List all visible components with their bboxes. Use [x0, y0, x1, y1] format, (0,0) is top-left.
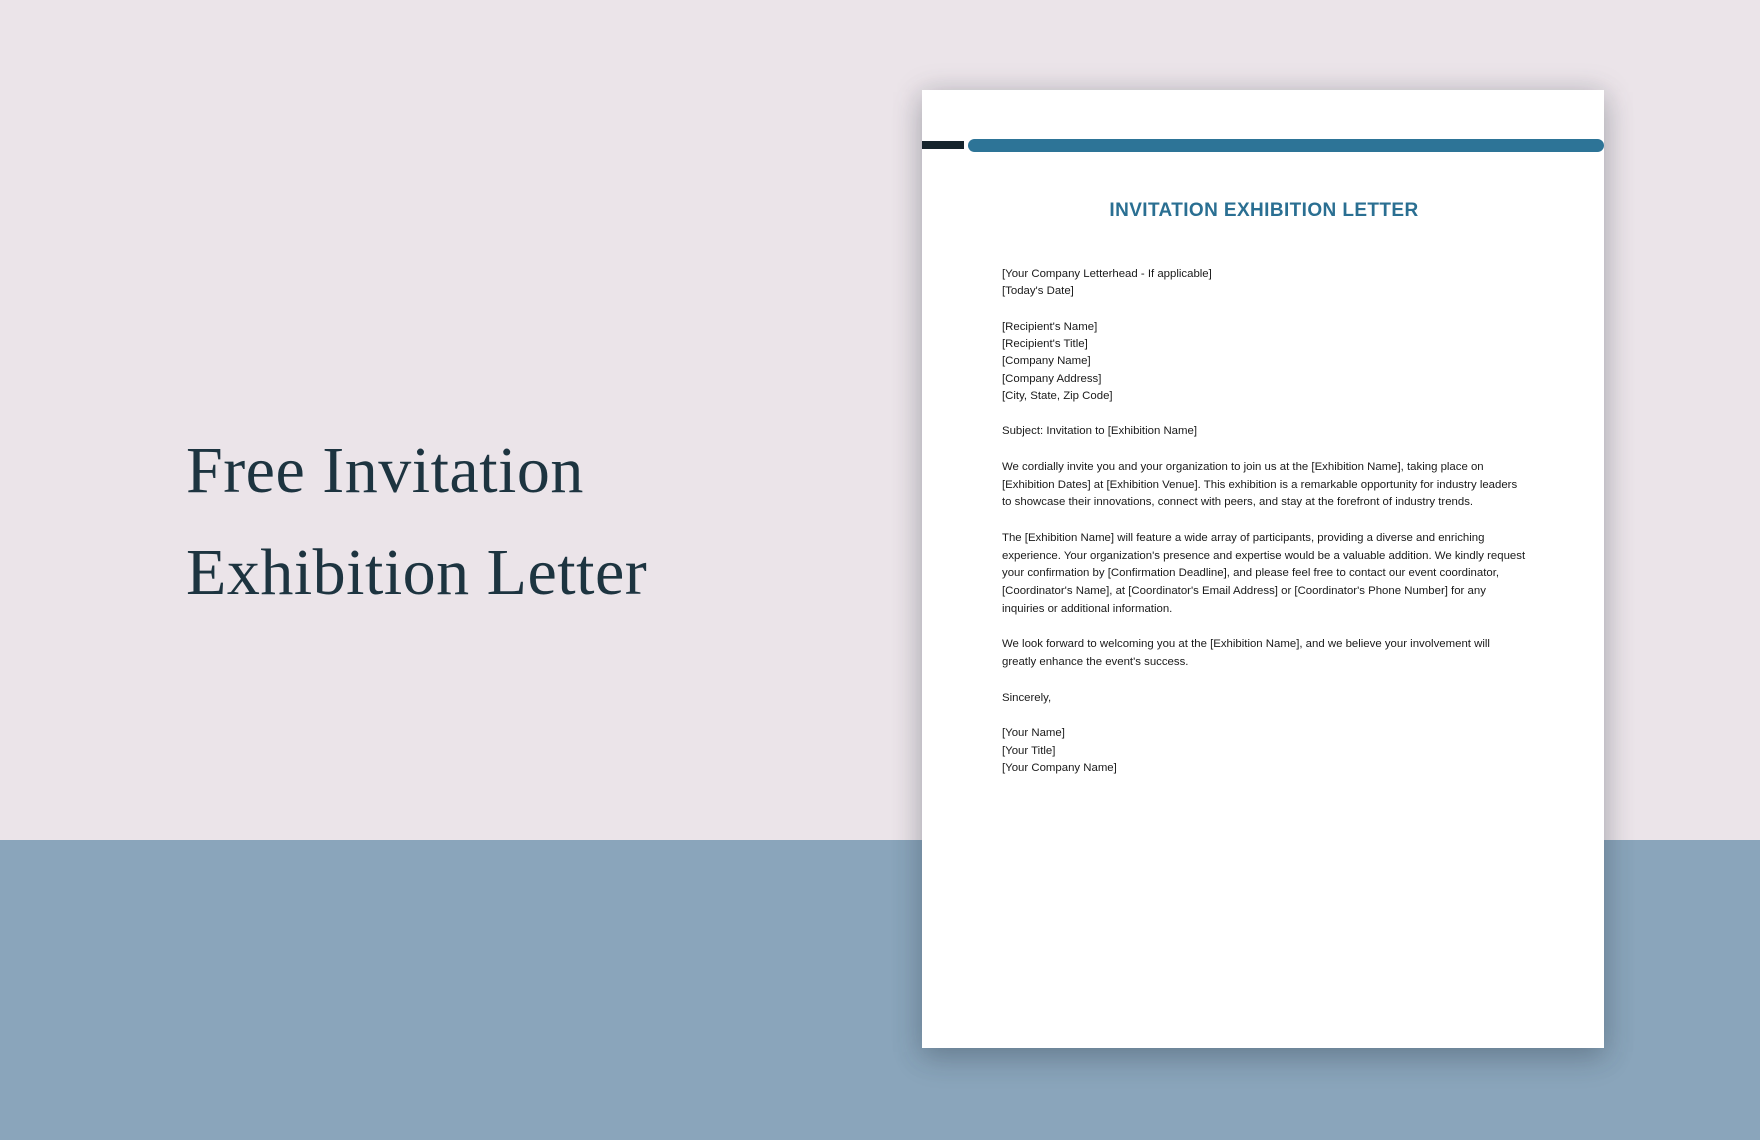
recipient-block: [1002, 319, 1526, 406]
letter-document[interactable]: [922, 90, 1604, 1048]
document-body: [1002, 200, 1526, 795]
body-paragraph-1: We cordially invite you and your organization to join us at the [Exhibition Name], taking place on [Exhibition Dates] at [Exhibition Venue]. This exhibition is a remarkable opportunity for industry leaders to showcase their innovations, connect with peers, and stay at the forefront of industry trends.: [1002, 460, 1518, 509]
signature-name: [Your Name]: [1002, 727, 1065, 740]
body-paragraph-3: We look forward to welcoming you at the [Exhibition Name], and we believe your involvement will greatly enhance the event's success.: [1002, 638, 1490, 669]
header-rule-blue-bar: [968, 139, 1604, 152]
recipient-title: [Recipient's Title]: [1002, 337, 1088, 350]
signature-company: [Your Company Name]: [1002, 762, 1117, 775]
document-title: INVITATION EXHIBITION LETTER: [1109, 200, 1419, 221]
letterhead-line-2: [Today's Date]: [1002, 285, 1074, 298]
recipient-address: [Company Address]: [1002, 372, 1102, 385]
signature-block: [1002, 725, 1526, 777]
recipient-name: [Recipient's Name]: [1002, 320, 1098, 333]
header-rule-dark-segment: [922, 141, 964, 149]
subject-line: Subject: Invitation to [Exhibition Name]: [1002, 425, 1198, 438]
letterhead-block: [1002, 266, 1526, 301]
body-paragraph-2: The [Exhibition Name] will feature a wide array of participants, providing a diverse and enriching experience. Your organization's presence and expertise would be a valuable addition. We kindly request your confirmation by [Confirmation Deadline], and please feel free to contact our event coordinator, [Coordinator's Name], at [Coordinator's Email Address] or [Coordinator's Phone Number] for any inquiries or additional information.: [1002, 531, 1526, 615]
promo-heading-line-1: Free Invitation: [186, 434, 584, 507]
signature-title: [Your Title]: [1002, 744, 1056, 757]
promo-heading-line-2: Exhibition Letter: [186, 536, 648, 610]
document-header-rule: [922, 138, 1604, 152]
letterhead-line-1: [Your Company Letterhead - If applicable]: [1002, 268, 1212, 280]
closing-line: Sincerely,: [1002, 691, 1052, 704]
recipient-company: [Company Name]: [1002, 355, 1091, 368]
promo-heading: [186, 420, 846, 625]
recipient-city-state-zip: [City, State, Zip Code]: [1002, 389, 1113, 402]
